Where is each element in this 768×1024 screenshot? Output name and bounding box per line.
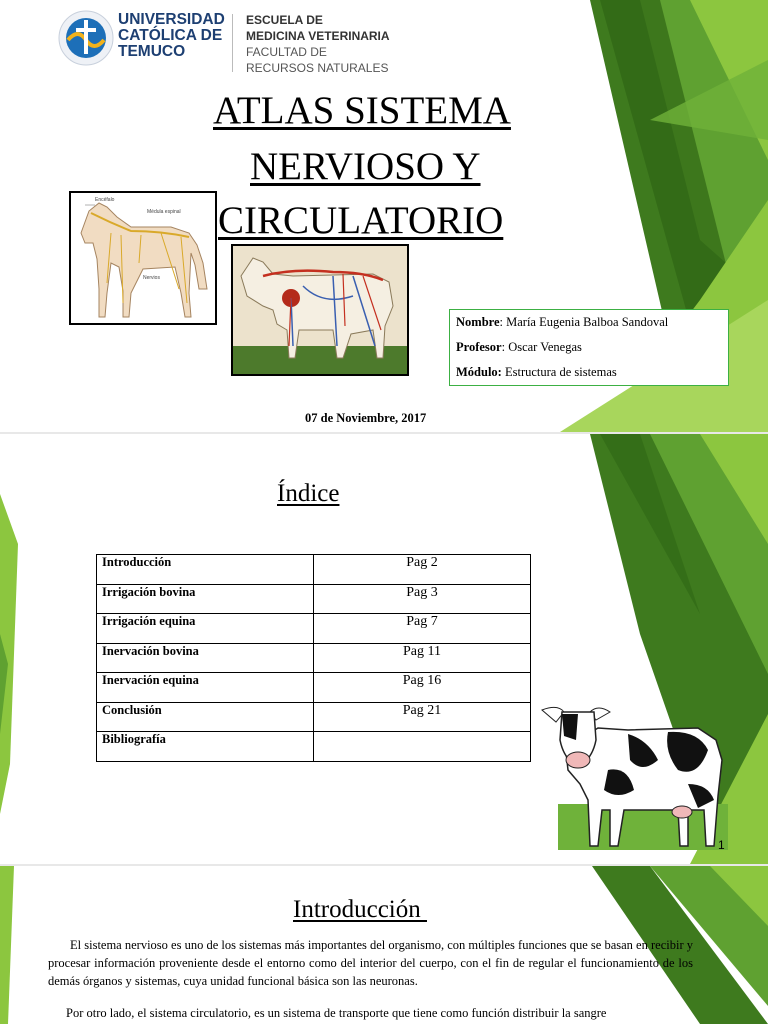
table-row	[97, 584, 531, 614]
table-row	[97, 732, 531, 762]
nombre-label: Nombre	[456, 315, 500, 329]
index-page-number: Pag 11	[314, 643, 531, 673]
introduction-paragraph-2: Por otro lado, el sistema circulatorio, es un sistema de transporte que tiene como función distribuir la sangre	[66, 1006, 607, 1020]
horse-label: Encéfalo	[95, 197, 115, 203]
index-section-name: Irrigación bovina	[97, 584, 314, 614]
introduction-slide	[0, 866, 768, 1024]
title-line-2: NERVIOSO Y	[250, 145, 481, 188]
author-info-box	[449, 309, 729, 386]
module-row	[456, 365, 617, 380]
author-row	[456, 315, 668, 330]
title-line-3: CIRCULATORIO	[218, 199, 504, 242]
professor-row	[456, 340, 582, 355]
slide-number: 1	[718, 838, 725, 852]
horse-nervous-system-image	[69, 191, 217, 325]
university-name-line: CATÓLICA DE	[118, 27, 223, 44]
index-section-name: Bibliografía	[97, 732, 314, 762]
table-row	[97, 673, 531, 703]
profesor-label: Profesor	[456, 340, 502, 354]
index-page-number: Pag 3	[314, 584, 531, 614]
index-slide	[0, 434, 768, 864]
table-row	[97, 614, 531, 644]
horse-label: Nervios	[143, 275, 160, 281]
university-name-line: UNIVERSIDAD	[118, 11, 225, 28]
module-name: Estructura de sistemas	[501, 365, 617, 379]
logo-divider	[232, 14, 233, 72]
modulo-label: Módulo:	[456, 365, 502, 379]
table-row	[97, 555, 531, 585]
index-section-name: Irrigación equina	[97, 614, 314, 644]
university-name-line: TEMUCO	[118, 43, 186, 60]
index-page-number: Pag 2	[314, 555, 531, 585]
index-heading: Índice	[277, 480, 340, 507]
index-page-number	[314, 732, 531, 762]
cow-circulatory-system-image	[231, 244, 409, 376]
horse-label: Médula espinal	[147, 209, 181, 215]
index-section-name: Inervación bovina	[97, 643, 314, 673]
table-row	[97, 643, 531, 673]
title-slide	[0, 0, 768, 432]
index-table	[96, 554, 531, 762]
university-shield-icon	[58, 10, 114, 66]
cow-illustration	[538, 700, 728, 860]
faculty-name-line: FACULTAD DE	[246, 45, 327, 59]
index-section-name: Conclusión	[97, 702, 314, 732]
title-line-1: ATLAS SISTEMA	[213, 89, 511, 132]
author-name: : María Eugenia Balboa Sandoval	[499, 315, 669, 329]
index-page-number: Pag 21	[314, 702, 531, 732]
presentation-date: 07 de Noviembre, 2017	[305, 411, 427, 425]
school-name-line: MEDICINA VETERINARIA	[246, 29, 390, 43]
index-section-name: Introducción	[97, 555, 314, 585]
index-page-number: Pag 16	[314, 673, 531, 703]
index-section-name: Inervación equina	[97, 673, 314, 703]
faculty-name-line: RECURSOS NATURALES	[246, 61, 389, 75]
introduction-heading: Introducción	[293, 896, 427, 923]
professor-name: : Oscar Venegas	[501, 340, 582, 354]
school-name-line: ESCUELA DE	[246, 13, 323, 27]
table-row	[97, 702, 531, 732]
index-page-number: Pag 7	[314, 614, 531, 644]
introduction-paragraph-1: El sistema nervioso es uno de los sistemas más importantes del organismo, con múltiples funciones que se basan en recibir y procesar información proveniente desde el entorno como del interior del cuerpo, con el fin de regular el funcionamiento de los demás órganos y sistemas, cuya unidad funcional básica son las neuronas.	[48, 938, 693, 988]
